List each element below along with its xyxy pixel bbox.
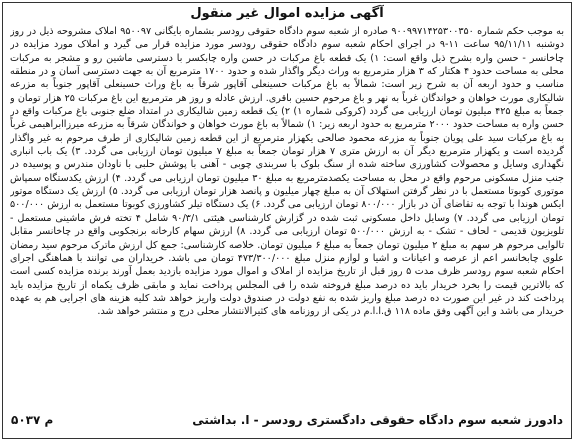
notice-frame xyxy=(2,2,572,439)
notice-title: آگهی مزایده اموال غیر منقول xyxy=(190,6,384,21)
notice-body: به موجب حکم شماره ۹۰۰۹۹۷۱۴۲۵۳۰۰۳۵۰ صادره از شعبه سوم دادگاه حقوقی رودسر بشماره بایگانی ۹۵۰۰۹۷ املاک مشروحه ذیل در روز دوشنبه ۹۵/۱۱/۱۱ ساعت ۱۱-۹ در اجرای احکام شعبه سوم دادگاه حقوقی رودسر مورد مزایده قرار می گیرد و املاک مورد مزایده در چاخانسر - حسن واره بشرح ذیل واقع است: ۱) یک قطعه باغ مرکبات در حسن واره چابکسر با دسترسی ماشین رو و مشجر به مرکبات محلی به مساحت حدود ۴ هکتار که ۳ هزار مترمربع به وراث دیگر واگذار شده و حدود ۱۷۰۰ مترمربع آن به جهت دسترسی آسان و در منطقه مناسب و حدود اربعه آن به شرح زیر است: شمالاً به باغ مرکبات حسینعلی آقاپور شرقاً به باغ وراث حسینعلی آقاپور جنوباً به مزرعه شالیکاری مورث خواهان و خواندگان غرباً به نهر و باغ مرحوم حسین باقری. ارزش عادله و روز هر مترمربع این باغ مرکبات ۲۵ هزار تومان و جمعاً به مبلغ ۴۲۵ میلیون تومان ارزیابی می گردد (کروکی شماره ۱) ۲) یک قطعه زمین شالیکاری در امتداد ضلع جنوبی باغ مرکبات واقع در حسن واره به مساحت حدود ۲۰۰۰ مترمربع به حدود اربعه زیر: ۱) شمالاً به باغ مورث خواهان و خواندگان شرقاً به مزرعه میرزاابراهیمی غرباً به باغ مرکبات سید علی پویان جنوباً به مزرعه محمود صالحی یکهزار مترمربع از این قطعه زمین شالیکاری از طرف مرحوم به غیر واگذار گردیده است و یکهزار مترمربع دیگر آن به ارزش متری ۷ هزار تومان جمعاً به مبلغ ۷ میلیون تومان ارزیابی می گردد. ۳) یک باب انباری نگهداری وسایل و محصولات کشاورزی ساخته شده از سنگ بلوک با سربندی چوبی - آهنی با پوشش حلبی با ناودان مندرس و پوسیده در جنب منزل مسکونی مرحوم واقع در محل به مساحت یکصدمترمربع به مبلغ ۳۰ میلیون تومان ارزیابی می گردد. ۴) ارزش یکدستگاه سمپاش موتوری کوبوتا مستعمل با در نظر گرفتن استهلاک آن به مبلغ چهار میلیون و پانصد هزار تومان ارزیابی می گردد. ۵) ارزش یک دستگاه موتور ایکس هوندا با توجه به تقاضای آن در بازار ۸۰۰/۰۰۰ تومان ارزیابی می گردد. ۶) یک دستگاه تیلر کشاورزی کوبوتا مستعمل به ارزش ۵۰۰/۰۰۰ تومان ارزیابی می گردد. ۷) وسایل داخل مسکونی ثبت شده در گزارش کارشناسی هیئتی ۹۰/۳/۱ شامل ۴ تخته فرش ماشینی مستعمل - تلویزیون قدیمی - لحاف - تشک - به ارزش ۵۰۰/۰۰۰ تومان ارزیابی می گردد. ۸) ارزش سهام کارخانه برنجکوبی واقع در چاخانسر مقابل تالوایی مرحوم هر سهم به مبلغ ۲ میلیون تومان جمعاً به مبلغ ۶ میلیون تومان. خلاصه کارشناسی: جمع کل ارزش ماترک مرحوم سید رمضان علوی چابخانسر اعم از عرصه و اعیانات و اشیا و لوازم منزل مبلغ ۴۷۳/۳۰۰/۰۰۰ تومان می باشد. خریداران می توانند با هماهنگی اجرای احکام شعبه سوم رودسر ظرف مدت ۵ روز قبل از تاریخ مزایده از املاک و اموال مورد مزایده بازدید بعمل آورند برنده مزایده کسی است که بالاترین قیمت را بخرد خریدار باید ده درصد مبلغ فروخته شده را فی المجلس پرداخت نماید و مابقی ظرف یکماه از تاریخ مزایده باید پرداخت کند در غیر این صورت ده درصد مبلغ واریز شده به نفع دولت در صندوق دولت واریز خواهد شد کلیه هزینه های اجرایی هم به عهده خریدار می باشد و این آگهی وفق ماده ۱۱۸ ق.ا.ا.م در یکی از روزنامه های کثیرالانتشار محلی درج و منتشر خواهد شد. xyxy=(10,26,564,318)
notice-signature: دادورز شعبه سوم دادگاه حقوقی دادگستری رودسر - ا. بداشتی xyxy=(192,413,563,427)
notice-code: م ۵۰۳۷ xyxy=(11,413,54,427)
notice-footer xyxy=(11,410,563,430)
